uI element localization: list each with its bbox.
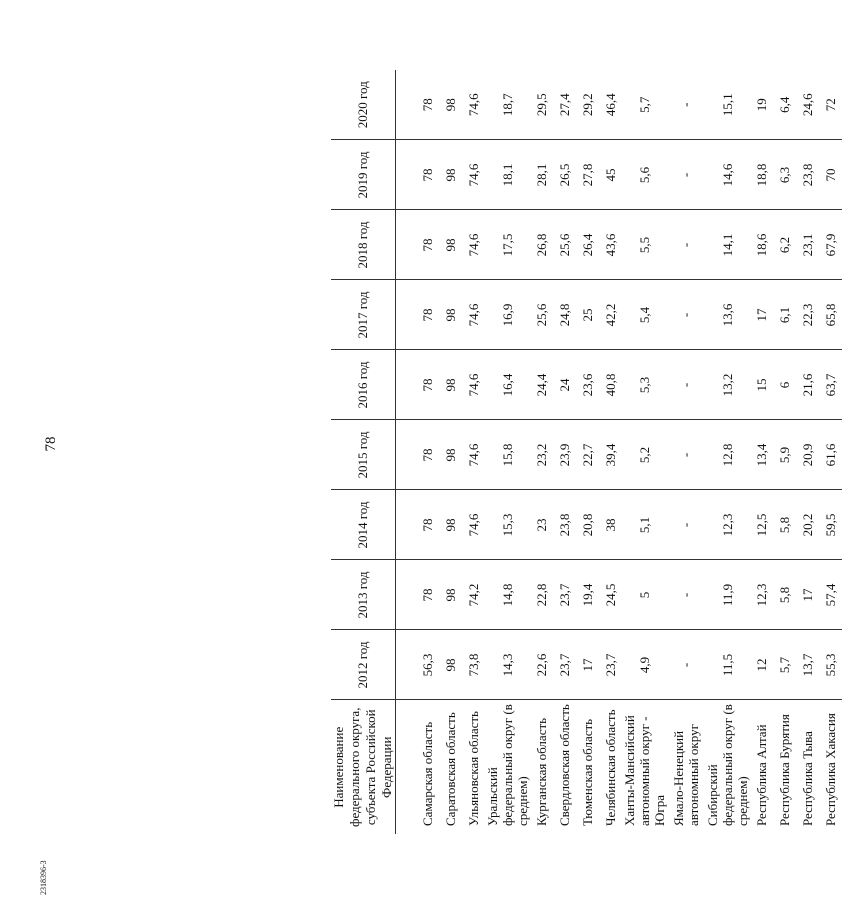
column-header-year: 2015 год bbox=[331, 420, 396, 490]
table-cell: 22,7 bbox=[576, 420, 599, 490]
table-cell: 78 bbox=[416, 70, 439, 140]
table-cell: 74,6 bbox=[462, 140, 485, 210]
table-cell: 6,3 bbox=[773, 140, 796, 210]
table-row bbox=[530, 70, 553, 834]
table-cell: 26,5 bbox=[553, 140, 576, 210]
table-cell: - bbox=[667, 280, 705, 350]
table-cell: 5,8 bbox=[773, 490, 796, 560]
table-cell: 98 bbox=[439, 280, 462, 350]
table-cell: 70 bbox=[819, 140, 842, 210]
table-cell: 78 bbox=[416, 350, 439, 420]
table-cell: 19,4 bbox=[576, 560, 599, 630]
table-cell: 45 bbox=[599, 140, 622, 210]
table-cell: 38 bbox=[599, 490, 622, 560]
table-cell: 13,7 bbox=[796, 630, 819, 700]
table-cell: 14,6 bbox=[705, 140, 750, 210]
table-cell: 6,2 bbox=[773, 210, 796, 280]
table-cell: 23,7 bbox=[553, 560, 576, 630]
column-header-year: 2014 год bbox=[331, 490, 396, 560]
table-row bbox=[796, 70, 819, 834]
data-table bbox=[331, 70, 842, 834]
region-name: Тюменская область bbox=[580, 718, 595, 826]
region-name: Ульяновская область bbox=[466, 711, 481, 826]
table-cell: 24,4 bbox=[530, 350, 553, 420]
table-cell: 5,1 bbox=[622, 490, 667, 560]
table-cell: - bbox=[667, 490, 705, 560]
table-cell: 20,2 bbox=[796, 490, 819, 560]
table-row bbox=[439, 70, 462, 834]
table-cell: 24 bbox=[553, 350, 576, 420]
page-number: 78 bbox=[43, 436, 59, 452]
table-cell: 17,5 bbox=[485, 210, 530, 280]
table-cell: 27,8 bbox=[576, 140, 599, 210]
table-cell: 20,9 bbox=[796, 420, 819, 490]
column-header-year: 2018 год bbox=[331, 210, 396, 280]
table-cell: 17 bbox=[576, 630, 599, 700]
table-cell: 67,9 bbox=[819, 210, 842, 280]
table-cell: - bbox=[667, 140, 705, 210]
table-cell: - bbox=[667, 630, 705, 700]
region-name: Республика Алтай bbox=[754, 724, 769, 826]
table-cell: 98 bbox=[439, 420, 462, 490]
table-row bbox=[705, 70, 750, 834]
table-cell: 98 bbox=[439, 210, 462, 280]
table-cell: 74,6 bbox=[462, 490, 485, 560]
region-name: Курганская область bbox=[534, 717, 549, 826]
region-name: Свердловская область bbox=[557, 704, 572, 826]
table-cell: 17 bbox=[750, 280, 773, 350]
table-row bbox=[819, 70, 842, 834]
table-cell: 24,8 bbox=[553, 280, 576, 350]
table-row bbox=[462, 70, 485, 834]
table-row bbox=[773, 70, 796, 834]
table-cell: 23,9 bbox=[553, 420, 576, 490]
table-cell: - bbox=[667, 210, 705, 280]
table-cell: 25,6 bbox=[553, 210, 576, 280]
table-cell: 78 bbox=[416, 210, 439, 280]
table-cell: 22,3 bbox=[796, 280, 819, 350]
table-cell: 12 bbox=[750, 630, 773, 700]
table-cell: 18,8 bbox=[750, 140, 773, 210]
table-cell: 5,9 bbox=[773, 420, 796, 490]
table-cell: 12,8 bbox=[705, 420, 750, 490]
column-header-year: 2017 год bbox=[331, 280, 396, 350]
table-container bbox=[331, 70, 838, 834]
table-cell: 23,2 bbox=[530, 420, 553, 490]
table-cell: - bbox=[667, 350, 705, 420]
table-cell: 16,9 bbox=[485, 280, 530, 350]
table-spacer-row bbox=[396, 70, 417, 834]
region-name: Челябинская область bbox=[603, 709, 618, 826]
region-name: Уральский федеральный округ (в среднем) bbox=[485, 704, 530, 826]
table-cell: 23,1 bbox=[796, 210, 819, 280]
table-cell: 5,2 bbox=[622, 420, 667, 490]
column-header-year: 2013 год bbox=[331, 560, 396, 630]
table-cell: 20,8 bbox=[576, 490, 599, 560]
table-cell: 29,2 bbox=[576, 70, 599, 140]
table-cell: 5,7 bbox=[622, 70, 667, 140]
table-cell: 11,9 bbox=[705, 560, 750, 630]
table-cell: 98 bbox=[439, 140, 462, 210]
table-cell: 98 bbox=[439, 70, 462, 140]
table-cell: 65,8 bbox=[819, 280, 842, 350]
table-row bbox=[599, 70, 622, 834]
table-cell: 98 bbox=[439, 560, 462, 630]
table-cell: 72 bbox=[819, 70, 842, 140]
table-cell: 55,3 bbox=[819, 630, 842, 700]
table-cell: - bbox=[667, 560, 705, 630]
table-cell: 73,8 bbox=[462, 630, 485, 700]
table-cell: 27,4 bbox=[553, 70, 576, 140]
table-cell: 24,6 bbox=[796, 70, 819, 140]
table-cell: 5,5 bbox=[622, 210, 667, 280]
table-row bbox=[667, 70, 705, 834]
table-cell: 39,4 bbox=[599, 420, 622, 490]
region-name: Республика Хакасия bbox=[823, 713, 838, 826]
table-cell: 23,6 bbox=[576, 350, 599, 420]
column-header-year: 2016 год bbox=[331, 350, 396, 420]
table-row bbox=[416, 70, 439, 834]
column-header-year: 2012 год bbox=[331, 630, 396, 700]
table-cell: 78 bbox=[416, 490, 439, 560]
table-cell: 4,9 bbox=[622, 630, 667, 700]
table-cell: 5 bbox=[622, 560, 667, 630]
table-cell: 23,7 bbox=[599, 630, 622, 700]
table-cell: 5,4 bbox=[622, 280, 667, 350]
table-cell: 12,3 bbox=[705, 490, 750, 560]
table-cell: 74,2 bbox=[462, 560, 485, 630]
table-cell: 74,6 bbox=[462, 350, 485, 420]
table-cell: 14,3 bbox=[485, 630, 530, 700]
table-cell: 24,5 bbox=[599, 560, 622, 630]
table-row bbox=[485, 70, 530, 834]
table-cell: 74,6 bbox=[462, 420, 485, 490]
table-cell: 25,6 bbox=[530, 280, 553, 350]
table-cell: 78 bbox=[416, 420, 439, 490]
table-cell: 18,7 bbox=[485, 70, 530, 140]
table-cell: 98 bbox=[439, 350, 462, 420]
table-cell: 28,1 bbox=[530, 140, 553, 210]
table-cell: 61,6 bbox=[819, 420, 842, 490]
table-cell: 57,4 bbox=[819, 560, 842, 630]
table-cell: 5,3 bbox=[622, 350, 667, 420]
table-cell: 12,3 bbox=[750, 560, 773, 630]
region-name: Республика Тыва bbox=[800, 731, 815, 826]
table-row bbox=[576, 70, 599, 834]
table-cell: 19 bbox=[750, 70, 773, 140]
region-name: Ямало-Ненецкий автономный округ bbox=[671, 724, 701, 826]
table-cell: 15,3 bbox=[485, 490, 530, 560]
table-header-row bbox=[331, 70, 396, 834]
table-cell: 78 bbox=[416, 140, 439, 210]
table-cell: 74,6 bbox=[462, 280, 485, 350]
table-cell: 12,5 bbox=[750, 490, 773, 560]
table-cell: 15,8 bbox=[485, 420, 530, 490]
table-cell: 22,6 bbox=[530, 630, 553, 700]
table-cell: 23,7 bbox=[553, 630, 576, 700]
table-cell: 40,8 bbox=[599, 350, 622, 420]
region-name: Ханты-Мансийский автономный округ - Югра bbox=[622, 715, 667, 826]
table-cell: 23 bbox=[530, 490, 553, 560]
table-cell: 6,4 bbox=[773, 70, 796, 140]
table-cell: - bbox=[667, 70, 705, 140]
table-cell: 5,7 bbox=[773, 630, 796, 700]
region-name: Республика Бурятия bbox=[777, 714, 792, 826]
table-row bbox=[622, 70, 667, 834]
table-row bbox=[750, 70, 773, 834]
table-cell: 15,1 bbox=[705, 70, 750, 140]
table-cell: 18,1 bbox=[485, 140, 530, 210]
table-cell: 15 bbox=[750, 350, 773, 420]
column-header-year: 2020 год bbox=[331, 70, 396, 140]
table-cell: 16,4 bbox=[485, 350, 530, 420]
table-cell: 23,8 bbox=[553, 490, 576, 560]
table-cell: 17 bbox=[796, 560, 819, 630]
table-cell: 98 bbox=[439, 490, 462, 560]
table-cell: 5,6 bbox=[622, 140, 667, 210]
table-cell: 6,1 bbox=[773, 280, 796, 350]
table-row bbox=[553, 70, 576, 834]
table-cell: 23,8 bbox=[796, 140, 819, 210]
column-header-region: Наименование федерального округа, субъекта Российской Федерации bbox=[331, 700, 396, 834]
table-cell: 18,6 bbox=[750, 210, 773, 280]
table-cell: 14,8 bbox=[485, 560, 530, 630]
table-cell: 46,4 bbox=[599, 70, 622, 140]
table-cell: 13,2 bbox=[705, 350, 750, 420]
table-body bbox=[396, 70, 842, 834]
table-cell: 5,8 bbox=[773, 560, 796, 630]
table-cell: 78 bbox=[416, 560, 439, 630]
table-cell: 74,6 bbox=[462, 210, 485, 280]
table-cell: 25 bbox=[576, 280, 599, 350]
column-header-year: 2019 год bbox=[331, 140, 396, 210]
region-name: Сибирский федеральный округ (в среднем) bbox=[705, 704, 750, 826]
region-name: Саратовская область bbox=[443, 712, 458, 826]
region-name: Самарская область bbox=[420, 721, 435, 826]
table-cell: 59,5 bbox=[819, 490, 842, 560]
table-cell: 26,8 bbox=[530, 210, 553, 280]
table-cell: 13,4 bbox=[750, 420, 773, 490]
table-cell: 13,6 bbox=[705, 280, 750, 350]
table-cell: 22,8 bbox=[530, 560, 553, 630]
table-cell: 98 bbox=[439, 630, 462, 700]
table-cell: 56,3 bbox=[416, 630, 439, 700]
table-cell: 43,6 bbox=[599, 210, 622, 280]
table-cell: 11,5 bbox=[705, 630, 750, 700]
table-cell: 63,7 bbox=[819, 350, 842, 420]
document-code: 2318396-3 bbox=[39, 860, 48, 895]
table-cell: 29,5 bbox=[530, 70, 553, 140]
table-cell: 6 bbox=[773, 350, 796, 420]
table-cell: 74,6 bbox=[462, 70, 485, 140]
table-cell: 21,6 bbox=[796, 350, 819, 420]
table-cell: 26,4 bbox=[576, 210, 599, 280]
table-cell: 42,2 bbox=[599, 280, 622, 350]
table-cell: - bbox=[667, 420, 705, 490]
table-cell: 14,1 bbox=[705, 210, 750, 280]
table-cell: 78 bbox=[416, 280, 439, 350]
